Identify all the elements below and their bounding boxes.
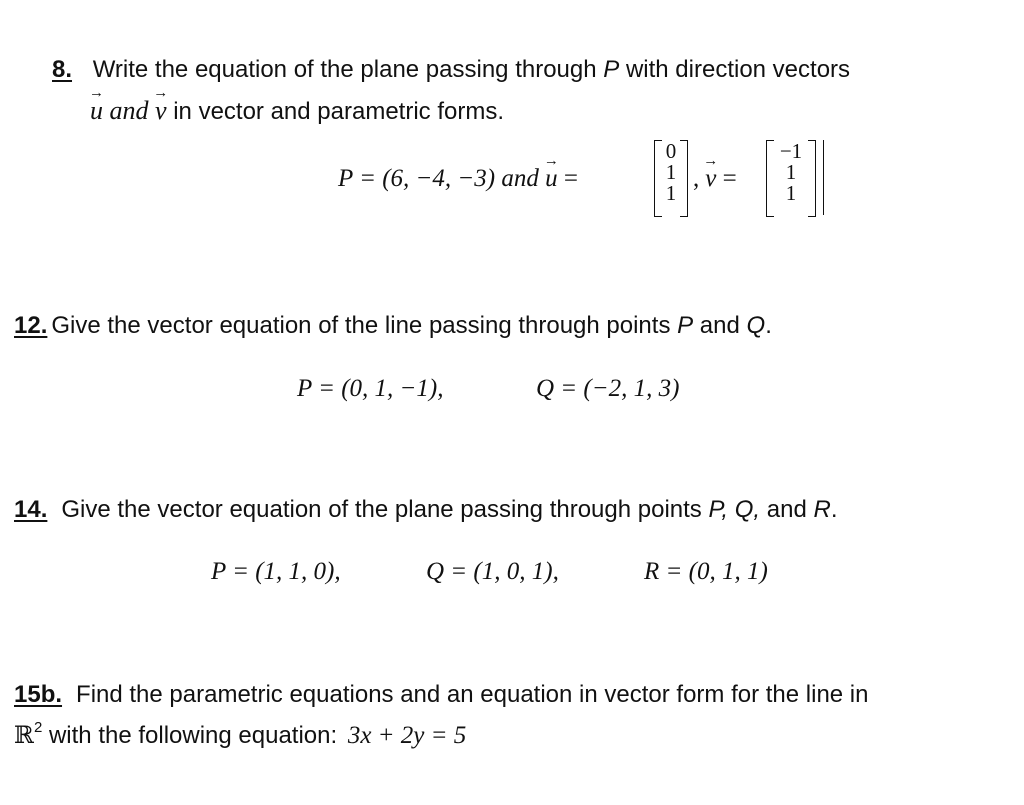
vector-v-symbol: → v [155,98,167,124]
problem-15b-text-line2: with the following equation: [42,722,344,749]
vector-u-symbol: → u [545,166,558,191]
problem-14-text: Give the vector equation of the plane passing through points [61,496,709,523]
v-equals: = [716,165,737,192]
problem-8-given [338,166,578,191]
vector-u-matrix [654,138,688,219]
problem-8-v-label [693,166,737,191]
r2-symbol: ℝ [14,721,34,749]
problem-8-number: 8. [52,56,73,83]
problem-8-line1 [52,58,850,82]
and-math: and [501,165,546,192]
and-word: and [103,96,155,125]
point-p-var: P [603,56,620,83]
problem-12-line [14,314,772,338]
problem-8-text-line2: in vector and parametric forms. [166,98,504,125]
problem-12-point-q: Q = (−2, 1, 3) [536,375,680,402]
vector-v-entry: 1 [785,181,797,205]
r2-exponent: 2 [33,719,43,736]
problem-14-line [14,498,838,522]
problem-12-text: Give the vector equation of the line passing through points [51,312,678,339]
vector-u-entry: 1 [665,160,677,184]
problem-12-point-p: P = (0, 1, −1), [297,375,444,402]
problem-15b-text: Find the parametric equations and an equation in vector form for the line in [76,681,869,708]
vector-v-entry: 1 [785,160,797,184]
problem-12-number: 12. [14,312,48,339]
point-q-var: Q [746,312,766,339]
point-q-var: Q, [734,496,761,523]
given-point-p: P = (6, −4, −3) [338,165,502,192]
problem-15b-number: 15b. [14,681,63,708]
problem-14-point-p: P = (1, 1, 0), [211,558,341,585]
problem-15b-equation: 3x + 2y = 5 [347,722,467,749]
problem-14-point-r: R = (0, 1, 1) [644,558,768,585]
point-p-var: P [677,312,694,339]
vector-v-symbol: → v [705,166,716,191]
problem-15b-line1 [14,683,869,707]
vector-v-entry: −1 [779,139,803,163]
point-p-var: P, [708,496,729,523]
point-r-var: R [813,496,831,523]
problem-8-text-end: with direction vectors [619,56,851,83]
vector-u-entry: 1 [665,181,677,205]
stray-bar [823,140,824,215]
and-word: and [693,312,747,339]
period: . [765,312,772,339]
u-equals: = [557,165,578,192]
problem-15b-line2 [14,719,467,749]
vector-u-symbol: → u [90,98,103,124]
vector-v-matrix [766,138,816,219]
comma: , [693,165,700,192]
problem-14-number: 14. [14,496,48,523]
problem-8-line2 [90,98,504,124]
and-word: and [760,496,814,523]
period: . [830,496,838,523]
problem-8-text: Write the equation of the plane passing through [92,56,604,83]
vector-u-entry: 0 [665,139,677,163]
problem-14-point-q: Q = (1, 0, 1), [426,558,559,585]
